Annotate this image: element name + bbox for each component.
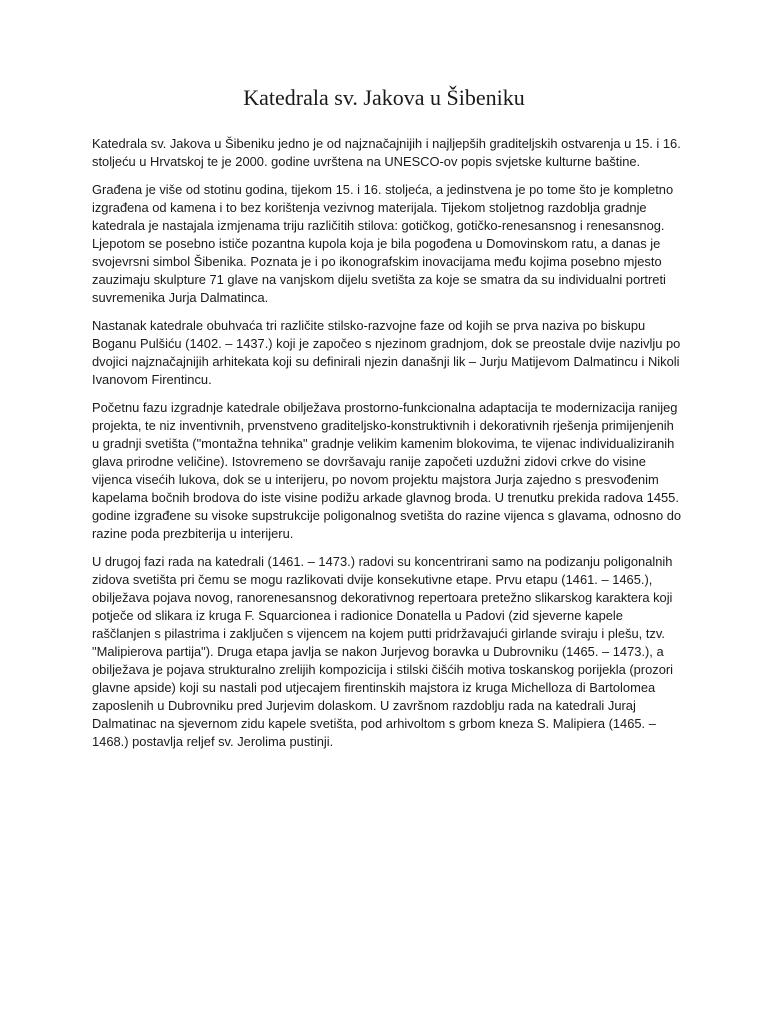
paragraph-3: Nastanak katedrale obuhvaća tri različite stilsko-razvojne faze od kojih se prva naziva po biskupu Boganu Pulšiću (1402. – 1437.) koji je započeo s njezinom gradnjom, dok se preostale dvije nazivlju po dvojici najznačajnijih arhitekata koji su definirali njezin današnji lik – Jurju Matijevom Dalmatincu i Nikoli Ivanovom Firentincu.	[92, 318, 681, 387]
paragraph-1: Katedrala sv. Jakova u Šibeniku jedno je od najznačajnijih i najljepših graditeljskih ostvarenja u 15. i 16. stoljeću u Hrvatskoj te je 2000. godine uvrštena na UNESCO-ov popis svjetske kulturne baštine.	[92, 136, 681, 169]
paragraph-2: Građena je više od stotinu godina, tijekom 15. i 16. stoljeća, a jedinstvena je po tome što je kompletno izgrađena od kamena i to bez korištenja vezivnog materijala. Tijekom stoljetnog razdoblja gradnje katedrala je nastajala izmjenama triju različitih stilova: gotičkog, gotičko-renesansnog i renesansnog. Ljepotom se posebno ističe pozantna kupola koja je bila pogođena u Domovinskom ratu, a danas je svojevrsni simbol Šibenika. Poznata je i po ikonografskim inovacijama među kojima posebno mjesto zauzimaju skulpture 71 glave na vanjskom dijelu svetišta za koje se smatra da su individualni portreti suvremenika Jurja Dalmatinca.	[92, 182, 674, 305]
paragraph-5: U drugoj fazi rada na katedrali (1461. – 1473.) radovi su koncentrirani samo na podizanju poligonalnih zidova svetišta pri čemu se mogu razlikovati dvije konsekutivne etape. Prvu etapu (1461. – 1465.), obilježava pojava novog, ranorenesansnog dekorativnog repertoara pretežno slikarskog karaktera koji potječe od slikara iz kruga F. Squarcionea i radionice Donatella u Padovi (zid sjeverne kapele raščlanjen s pilastrima i zaključen s vijencem na kojem putti pridržavajući girlande sviraju i plešu, tzv. "Malipierova partija"). Druga etapa javlja se nakon Jurjevog boravka u Dubrovniku (1465. – 1473.), a obilježava je pojava strukturalno zrelijih kompozicija i stilski čišćih motiva toskanskog porijekla (prozori glavne apside) koji su nastali pod utjecajem firentinskih majstora iz kruga Michelloza di Bartolomea zaposlenih u Dubrovniku pred Jurjevim dolaskom. U završnom razdoblju rada na katedrali Juraj Dalmatinac na sjevernom zidu kapele svetišta, pod arhivoltom s grbom kneza S. Malipiera (1465. – 1468.) postavlja reljef sv. Jerolima pustinji.	[92, 554, 674, 749]
document-body	[92, 135, 682, 761]
paragraph-4: Početnu fazu izgradnje katedrale obilježava prostorno-funkcionalna adaptacija te modernizacija ranijeg projekta, te niz inventivnih, prvenstveno graditeljsko-konstruktivnih i dekorativnih rješenja primijenjenih u gradnji svetišta ("montažna tehnika" gradnje velikim kamenim blokovima, te vijenac individualiziranih glava prirodne veličine). Istovremeno se dovršavaju ranije započeti uzdužni zidovi crkve do visine vijenca visećih lukova, dok se u interijeru, po novom projektu majstora Jurja zajedno s presvođenim kapelama bočnih brodova do iste visine podižu arkade glavnog broda. U trenutku prekida radova 1455. godine izgrađene su visoke supstrukcije poligonalnog svetišta do razine vijenca s glavama, odnosno do razine poda prezbiterija u interijeru.	[92, 400, 682, 541]
document-title: Katedrala sv. Jakova u Šibeniku	[243, 85, 525, 110]
